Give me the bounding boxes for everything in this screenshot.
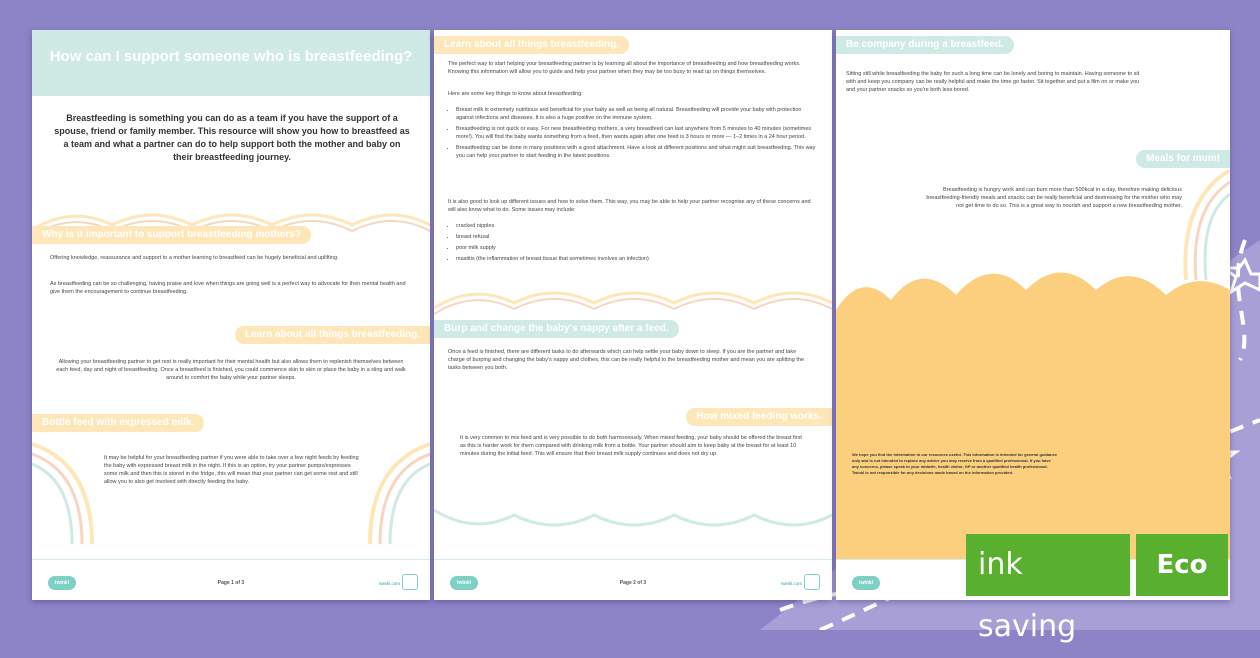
- why-paragraph-2: As breastfeeding can be so challenging, having praise and love when things are going well is a perfect way to advocate for their mental health and give them the encouragement to continue breastfeeding.: [50, 281, 406, 295]
- learn-paragraph: Allowing your breastfeeding partner to get rest is really important for their mental health but also allows them to replenish themselves between each feed, day and night of breastfeeding. Once a breastfeed is finished, you could commence skin to skin or place the baby in a sling and walk around to comfort the baby while your partner sleeps.: [56, 359, 406, 381]
- site-link[interactable]: twinkl.com: [780, 581, 802, 586]
- issues-list: [448, 222, 816, 266]
- heading-mixed-feeding: How mixed feeding works.: [686, 408, 832, 426]
- heading-company: Be company during a breastfeed.: [836, 36, 1014, 54]
- list-item: • Breastfeeding can be done in many positions with a good attachment. Have a look at different positions and what might suit breastfeeding. This way you can help your partner to start feeding in the latest positions.: [456, 144, 816, 160]
- list-item: • cracked nipples: [456, 222, 816, 230]
- page-footer: [32, 559, 430, 600]
- badge-icon: [804, 574, 820, 590]
- key-things-list: [448, 106, 816, 163]
- twinkl-logo: twinkl: [48, 576, 76, 590]
- rainbow-decoration: [32, 434, 102, 544]
- bottle-paragraph: It may be helpful for your breastfeeding partner if you were able to take over a few night feeds by feeding the baby with expressed breast milk in the night. If this is an option, try your partner pumps/expresses some milk and then this is stored in the fridge, this will mean that your partner can get some rest and still allow you to also get involved with directly feeding the baby.: [104, 455, 359, 485]
- heading-burp: Burp and change the baby's nappy after a feed.: [434, 320, 679, 338]
- heading-bottle-feed: Bottle feed with expressed milk.: [32, 414, 204, 432]
- wave-decoration: [434, 278, 832, 318]
- page-title: How can I support someone who is breastfeeding?: [32, 30, 430, 96]
- list-item: • Breast milk is extremely nutritious and beneficial for your baby as well as being all natural. Breastfeeding will provide your baby with protection against infections and diseases. It is also a huge positive on the immune system.: [456, 106, 816, 122]
- page-number: Page 1 of 3: [217, 580, 245, 586]
- worksheet-page-2: [434, 30, 832, 600]
- burp-paragraph: Once a feed is finished, there are different tasks to do afterwards which can help settle your baby down to sleep. If you are the partner and take charge of burping and changing the baby's nappy and clothes, this can be really helpful to the breastfeeding mother and mean you are splitting the tasks between you both.: [448, 349, 805, 371]
- twinkl-logo: twinkl: [852, 576, 880, 590]
- page-number: Page 2 of 3: [619, 580, 647, 586]
- heading-meals: Meals for mum!: [1136, 150, 1230, 168]
- intro-text: Breastfeeding is something you can do as a team if you have the support of a spouse, friend or family member. This resource will show you how to breastfeed as a team and what a partner can do to help support both the mother and baby on their breastfeeding journey.: [54, 113, 410, 162]
- badge-icon: [402, 574, 418, 590]
- wave-decoration: [434, 500, 832, 540]
- issues-intro: It is also good to look up different issues and how to solve them. This way, you may be able to help your partner recognise any of these concerns and will also know what to do. Some issues may include:: [448, 199, 811, 213]
- site-link[interactable]: twinkl.com: [378, 581, 400, 586]
- ink-saving-label: ink saving: [966, 534, 1130, 596]
- key-things-intro: Here are some key things to know about breastfeeding:: [448, 91, 583, 97]
- rainbow-decoration: [360, 434, 430, 544]
- heading-learn: Learn about all things breastfeeding.: [434, 36, 629, 54]
- learn-paragraph: The perfect way to start helping your breastfeeding partner is by learning all about the importance of breastfeeding and how breastfeeding works. Knowing this information will allow you to guide and help your partner when they may be too busy to read up on things themselves.: [448, 61, 801, 75]
- heading-why-support: Why is it important to support breastfeeding mothers?: [32, 226, 311, 244]
- list-item: • mastitis (the inflammation of breast tissue that sometimes involves an infection): [456, 255, 816, 263]
- why-paragraph-1: Offering knowledge, reassurance and support to a mother learning to breastfeed can be hugely beneficial and uplifting.: [50, 255, 339, 261]
- disclaimer-text: We hope you find the information in our resources useful. This information is intended for general guidance only and is not intended to replace any advice you may receive from a qualified professional. If you have any concerns, please speak to your midwife, health visitor, GP or another qualified health professional. Twinkl is not responsible for any decisions made based on the information provided.: [852, 452, 1058, 475]
- eco-leaf-icon: Eco: [1136, 534, 1228, 596]
- worksheet-page-1: [32, 30, 430, 600]
- page-footer: [434, 559, 832, 600]
- company-paragraph: Sitting still while breastfeeding the baby for such a long time can be lonely and boring to maintain. Having someone to sit with and keep you company can be really helpful and make the time go faster. Sit together and put a film on or make you and your partner snacks so you're both less bored.: [846, 71, 1140, 93]
- meals-paragraph: Breastfeeding is hungry work and can burn more than 500kcal in a day, therefore making delicious breastfeeding-friendly meals and snacks can be really beneficial and destressing for the mother who may not get time to do so. This is a great way to nourish and support a new breastfeeding mother.: [926, 187, 1182, 209]
- list-item: • poor milk supply: [456, 244, 816, 252]
- heading-learn: Learn about all things breastfeeding.: [235, 326, 430, 344]
- mixed-paragraph: It is very common to mix feed and is very possible to do both harmoniously. When mixed feeding, your baby should be offered the breast first as this is harder work for them compared with drinking milk from a bottle. Your partner should aim to keep baby at the breast for at least 10 minutes during the initial feed. This will ensure that their breast milk supply continues and does not dry up.: [460, 435, 802, 457]
- worksheet-page-3: [836, 30, 1230, 600]
- cloud-shape: [836, 250, 1230, 560]
- list-item: • breast refusal: [456, 233, 816, 241]
- ink-saving-eco-banner: [966, 534, 1228, 644]
- twinkl-logo: twinkl: [450, 576, 478, 590]
- list-item: • Breastfeeding is not quick or easy. For new breastfeeding mothers, a very breastfeed can last anywhere from 5 minutes to 40 minutes (sometimes more!). You will find the baby wants something from a feed, then wants again after one feed is 3 hours or more — 1–2 times in a 24 hour period.: [456, 125, 816, 141]
